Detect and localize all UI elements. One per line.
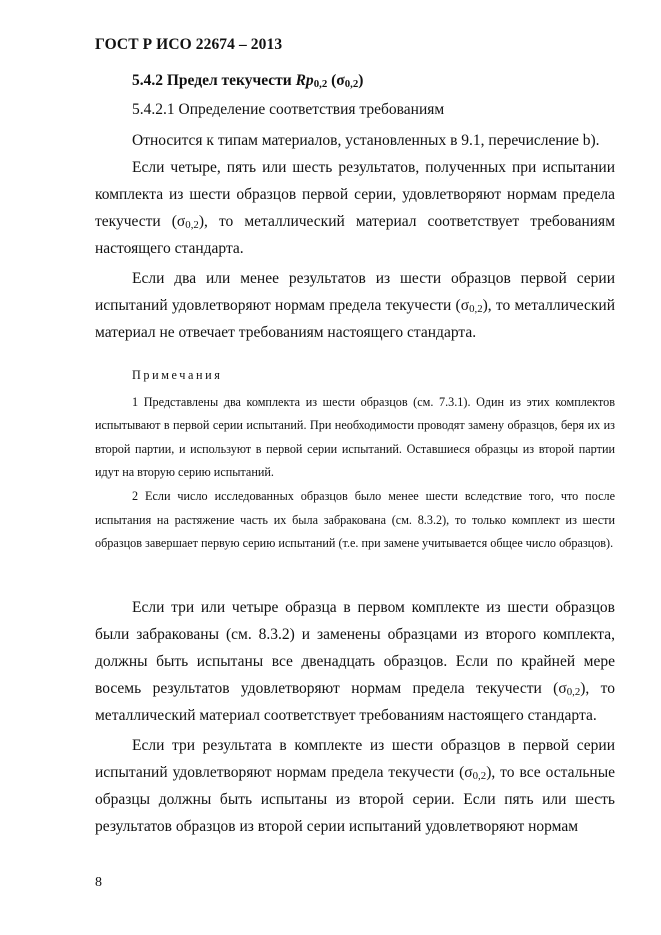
section-symbol: Rp — [295, 72, 314, 89]
section-symbol-sub: 0,2 — [313, 78, 328, 90]
body-lower — [95, 594, 615, 840]
note-1: 1 Представлены два комплекта из шести образцов (см. 7.3.1). Один из этих комплектов испытывают в первой серии испытаний. При необходимости проводят замену образцов, беря их из второй партии, и используют в первой серии испытаний. Оставшиеся образцы из второй партии идут на вторую серию испытаний. — [95, 394, 615, 480]
section-heading: 5.4.2 Предел текучести $Rp_{0,2}$ $(\sigma_{0,2})$ — [132, 72, 364, 90]
paragraph-1: Относится к типам материалов, установленных в 9.1, перечисление b). — [132, 132, 600, 149]
notes-block — [95, 364, 615, 556]
paragraph-2: Если четыре, пять или шесть результатов, полученных при испытании комплекта из шести образцов первой серии, удовлетворяют нормам предела текучести $(\sigma_{0,2})$, то металлический материал соответствует требованиям настоящего стандарта. — [95, 159, 615, 257]
section-title: Предел текучести — [166, 72, 296, 89]
subsection-heading: 5.4.2.1 Определение соответствия требованиям — [132, 101, 445, 118]
body-upper — [95, 127, 615, 346]
note-2: 2 Если число исследованных образцов было менее шести вследствие того, что после испытания на растяжение часть их была забракована (см. 8.3.2), то только комплект из шести образцов завершает первую серию испытаний (т.е. при замене учитывается общее число образцов). — [95, 488, 615, 551]
section-number: 5.4.2 — [132, 72, 163, 89]
section-sigma: σ — [336, 72, 345, 89]
paragraph-5: Если три результата в комплекте из шести образцов в первой серии испытаний удовлетворяют нормам предела текучести $(\sigma_{0,2})$, то все остальные образцы должны быть испытаны из второй серии. Если пять или шесть результатов образцов из второй серии испытаний удовлетворяют нормам — [95, 737, 615, 835]
paragraph-4: Если три или четыре образца в первом комплекте из шести образцов были забракованы (см. 8.3.2) и заменены образцами из второго комплекта, должны быть испытаны все двенадцать образцов. Если по крайней мере восемь результатов удовлетворяют нормам предела текучести $(\sigma_{0,2})$, то металлический материал соответствует требованиям настоящего стандарта. — [95, 599, 615, 724]
paragraph-3: Если два или менее результатов из шести образцов первой серии испытаний удовлетворяют нормам предела текучести $(\sigma_{0,2})$, то металлический материал не отвечает требованиям настоящего стандарта. — [95, 270, 615, 341]
notes-title: Примечания — [132, 368, 223, 382]
section-sigma-sub: 0,2 — [344, 78, 359, 90]
document-header: ГОСТ Р ИСО 22674 – 2013 — [95, 36, 283, 53]
page-number: 8 — [95, 875, 102, 890]
